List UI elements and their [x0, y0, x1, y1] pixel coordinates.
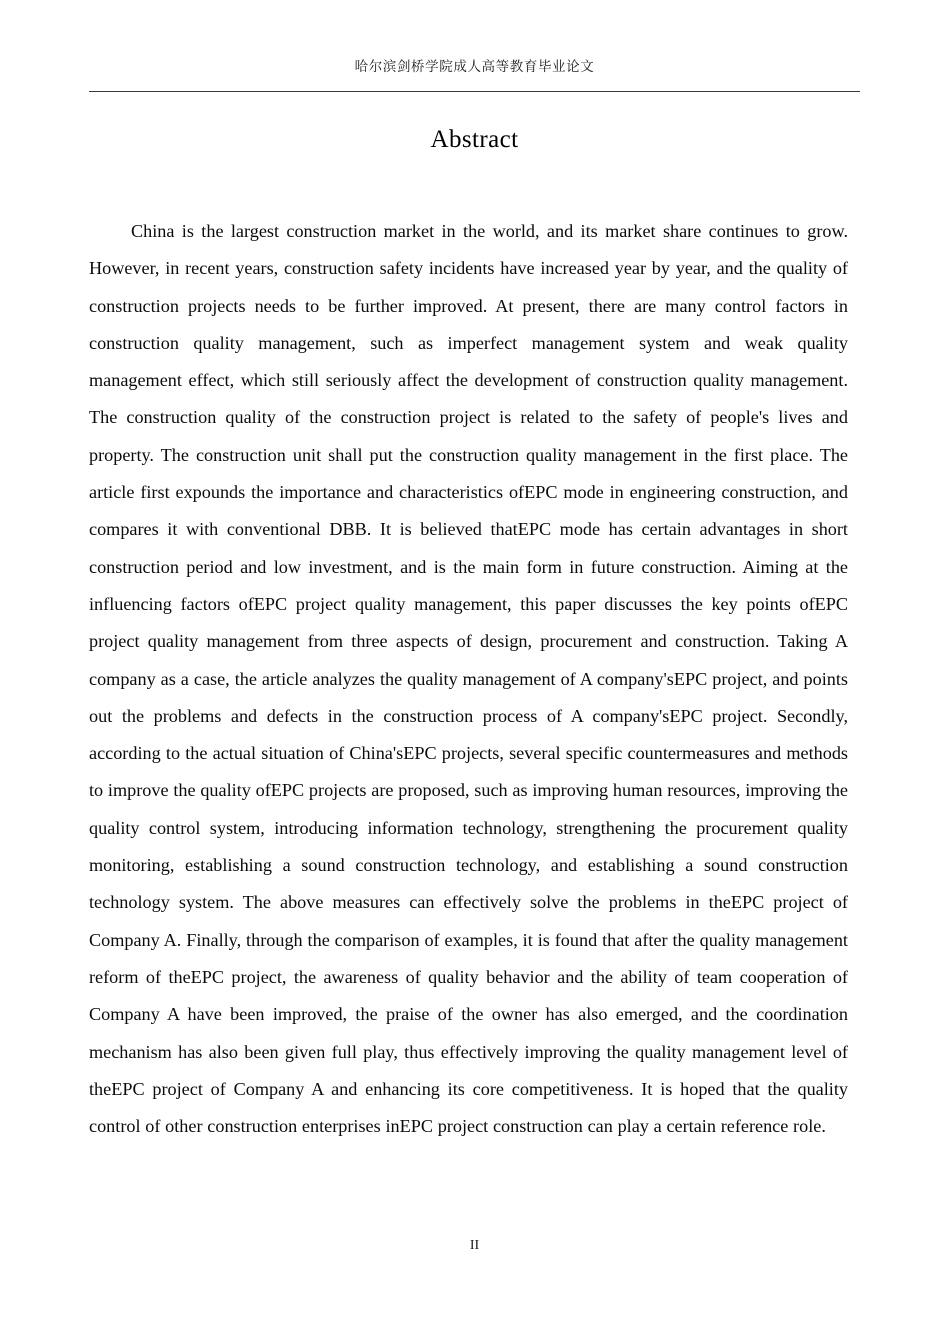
abstract-body — [89, 213, 848, 1145]
running-header — [89, 58, 860, 76]
page-number: II — [469, 1238, 480, 1253]
running-header-text: 哈尔滨剑桥学院成人高等教育毕业论文 — [354, 59, 595, 74]
page-title: Abstract — [430, 126, 519, 153]
abstract-paragraph: China is the largest construction market in the world, and its market share continues to grow. However, in recent years, construction safety incidents have increased year by year, and the quality of construction projects needs to be further improved. At present, there are many control factors in construction quality management, such as imperfect management system and weak quality management effect, which still seriously affect the development of construction quality management. The construction quality of the construction project is related to the safety of people's lives and property. The construction unit shall put the construction quality management in the first place. The article first expounds the importance and characteristics ofEPC mode in engineering construction, and compares it with conventional DBB. It is believed thatEPC mode has certain advantages in short construction period and low investment, and is the main form in future construction. Aiming at the influencing factors ofEPC project quality management, this paper discusses the key points ofEPC project quality management from three aspects of design, procurement and construction. Taking A company as a case, the article analyzes the quality management of A company'sEPC project, and points out the problems and defects in the construction process of A company'sEPC project. Secondly, according to the actual situation of China'sEPC projects, several specific countermeasures and methods to improve the quality ofEPC projects are proposed, such as improving human resources, improving the quality control system, introducing information technology, strengthening the procurement quality monitoring, establishing a sound construction technology, and establishing a sound construction technology system. The above measures can effectively solve the problems in theEPC project of Company A. Finally, through the comparison of examples, it is found that after the quality management reform of theEPC project, the awareness of quality behavior and the ability of team cooperation of Company A have been improved, the praise of the owner has also emerged, and the coordination mechanism has also been given full play, thus effectively improving the quality management level of theEPC project of Company A and enhancing its core competitiveness. It is hoped that the quality control of other construction enterprises inEPC project construction can play a certain reference role. — [89, 221, 848, 1137]
page-footer — [89, 1236, 860, 1255]
header-rule-divider — [89, 91, 860, 92]
